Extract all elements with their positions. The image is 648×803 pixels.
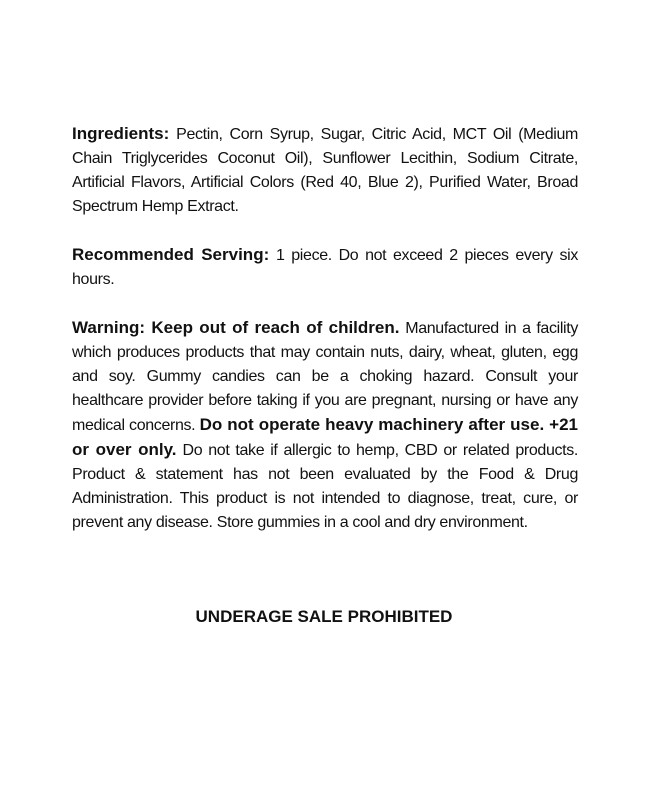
warning-emphasis: Do not operate heavy machinery after use. +21 or over only. — [72, 415, 578, 459]
serving-heading: Recommended Serving: — [72, 245, 270, 264]
ingredients-paragraph — [72, 122, 578, 219]
warning-text-part-1: Manufactured in a facility which produces products that may contain nuts, dairy, wheat, gluten, egg and soy. Gummy candies can be a choking hazard. Consult your healthcare provider before taking if you are pregnant, nursing or have any medical concerns. — [72, 320, 578, 434]
product-label-text — [72, 122, 578, 559]
ingredients-heading: Ingredients: — [72, 124, 170, 143]
ingredients-list: Pectin, Corn Syrup, Sugar, Citric Acid, MCT Oil (Medium Chain Triglycerides Coconut Oil), Sunflower Lecithin, Sodium Citrate, Artificial Flavors, Artificial Colors (Red 40, Blue 2), Purified Water, Broad Spectrum Hemp Extract. — [72, 126, 578, 215]
warning-paragraph — [72, 316, 578, 535]
warning-heading: Warning: Keep out of reach of children. — [72, 318, 400, 337]
underage-sale-notice: UNDERAGE SALE PROHIBITED — [195, 607, 453, 626]
serving-paragraph — [72, 243, 578, 292]
serving-instructions: 1 piece. Do not exceed 2 pieces every six hours. — [72, 247, 578, 288]
warning-text-part-2: Do not take if allergic to hemp, CBD or related products. Product & statement has not been evaluated by the Food & Drug Administration. This product is not intended to diagnose, treat, cure, or prevent any disease. Store gummies in a cool and dry environment. — [72, 442, 579, 531]
